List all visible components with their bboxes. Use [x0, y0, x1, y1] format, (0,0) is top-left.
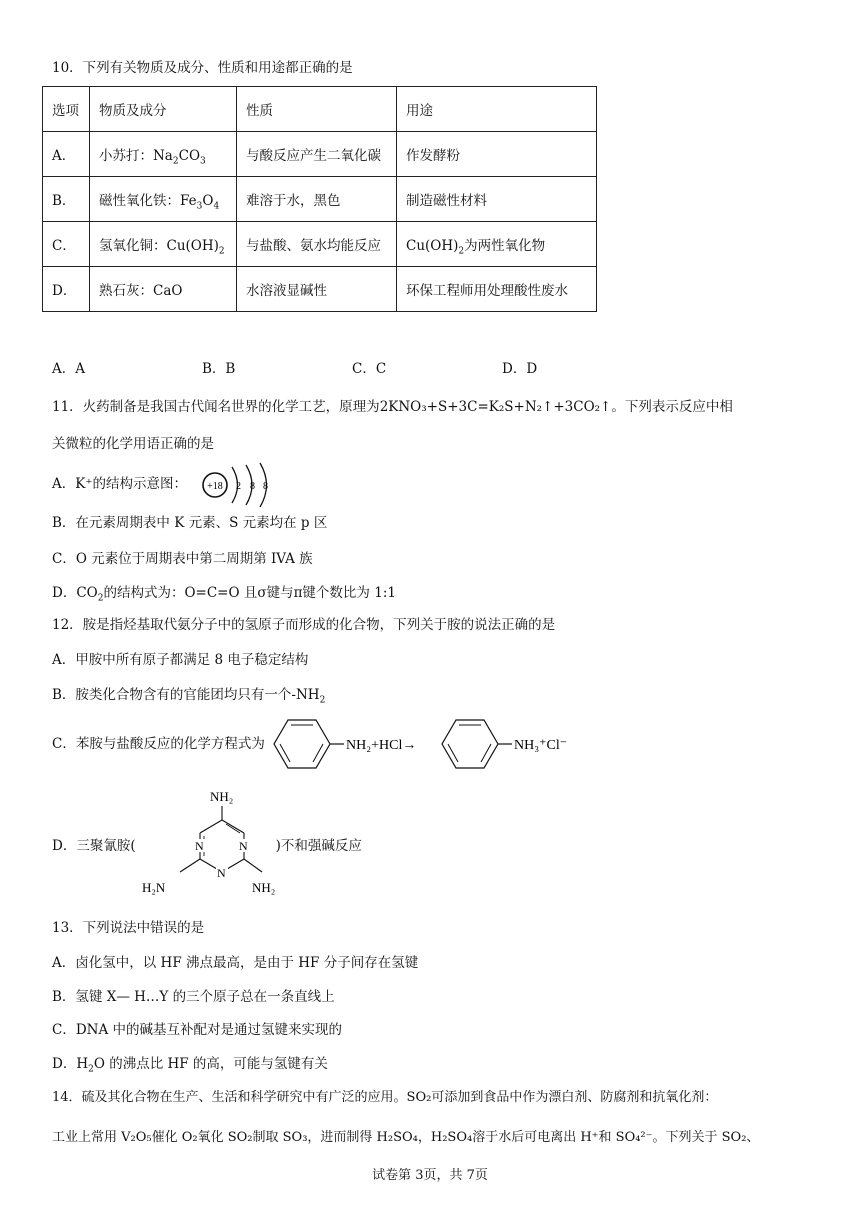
q12-option-c: C．苯胺与盐酸反应的化学方程式为 — [52, 736, 265, 752]
q11-stem: 11．火药制备是我国古代闻名世界的化学工艺，原理为2KNO₃+S+3C=K₂S+N₂↑+3CO₂↑。下列表示反应中相 — [52, 399, 733, 415]
answer-option-d[interactable]: D．D — [502, 361, 538, 377]
use-cell: 制造磁性材料 — [397, 177, 597, 222]
answer-option-c[interactable]: C．C — [352, 361, 387, 377]
nh2-label: NH₂ — [210, 789, 234, 804]
q10-stem: 10．下列有关物质及成分、性质和用途都正确的是 — [52, 60, 353, 76]
table-row — [43, 222, 597, 267]
answer-option-b[interactable]: B．B — [202, 361, 236, 377]
substance-cell: 氢氧化铜：$Cu(OH)_2$ — [90, 222, 237, 267]
substance-cell: 小苏打：$Na_2CO_3$ — [90, 132, 237, 177]
option-cell: A． — [43, 132, 90, 177]
ring-n-label: N — [195, 839, 204, 853]
shell-label: 2 — [236, 481, 241, 492]
q14-line-2: 工业上常用 V₂O₅催化 O₂氧化 SO₂制取 SO₃，进而制得 H₂SO₄，H₂SO₄溶于水后可电离出 H⁺和 SO₄²⁻。下列关于 SO₂、 — [52, 1130, 760, 1145]
header-cell: 选项 — [43, 87, 90, 132]
h2n-label: H₂N — [142, 880, 166, 895]
q14-line-1: 14．硫及其化合物在生产、生活和科学研究中有广泛的应用。SO₂可添加到食品中作为漂白剂、防腐剂和抗氧化剂： — [52, 1090, 718, 1105]
q10-table — [42, 86, 597, 312]
property-cell: 与酸反应产生二氧化碳 — [237, 132, 397, 177]
eq-left-text: NH₂+HCl→ — [346, 738, 417, 753]
nh2-label: NH₂ — [252, 880, 276, 895]
option-cell: C． — [43, 222, 90, 267]
option-cell: D． — [43, 267, 90, 312]
page-footer: 试卷第 3页，共 7页 — [372, 1168, 488, 1183]
table-header-row — [43, 87, 597, 132]
answer-option-a[interactable]: A．A — [52, 361, 85, 377]
nucleus-label: +18 — [207, 481, 223, 492]
q13-stem: 13．下列说法中错误的是 — [52, 920, 205, 936]
table-row — [43, 267, 597, 312]
melamine-structure — [140, 784, 290, 904]
shell-label: 8 — [263, 481, 268, 492]
q12-option-b: B．胺类化合物含有的官能团均只有一个$-NH_2$ — [52, 687, 326, 706]
q11-option-d: D．$CO_2$的结构式为：O=C=O 且σ键与π键个数比为 1:1 — [52, 585, 396, 604]
substance-cell: 熟石灰：CaO — [90, 267, 237, 312]
header-cell: 物质及成分 — [90, 87, 237, 132]
aniline-reaction-equation — [260, 716, 590, 772]
property-cell: 水溶液显碱性 — [237, 267, 397, 312]
benzene-ring-icon — [442, 720, 498, 768]
q13-option-a: A．卤化氢中，以 HF 沸点最高，是由于 HF 分子间存在氢键 — [52, 955, 419, 971]
eq-right-text: NH₃⁺Cl⁻ — [514, 738, 568, 753]
q13-option-d: D．$H_2O$ 的沸点比 HF 的高，可能与氢键有关 — [52, 1056, 328, 1075]
property-cell: 难溶于水，黑色 — [237, 177, 397, 222]
q11-option-c: C．O 元素位于周期表中第二周期第 IVA 族 — [52, 551, 313, 567]
ring-n-label: N — [217, 866, 226, 880]
table-row — [43, 132, 597, 177]
use-cell: 作发酵粉 — [397, 132, 597, 177]
q12-option-d: D．三聚氰胺( )不和强碱反应 — [52, 838, 362, 854]
header-cell: 性质 — [237, 87, 397, 132]
benzene-ring-icon — [274, 720, 330, 768]
k-ion-structure-diagram — [200, 462, 272, 508]
q11-option-a: A．K⁺的结构示意图： — [52, 476, 187, 492]
q11-stem-cont: 关微粒的化学用语正确的是 — [52, 436, 214, 452]
use-cell: $Cu(OH)_2$为两性氧化物 — [397, 222, 597, 267]
substance-cell: 磁性氧化铁：$Fe_3O_4$ — [90, 177, 237, 222]
q12-option-a: A．甲胺中所有原子都满足 8 电子稳定结构 — [52, 652, 309, 668]
use-cell: 环保工程师用处理酸性废水 — [397, 267, 597, 312]
q12-stem: 12．胺是指烃基取代氨分子中的氢原子而形成的化合物，下列关于胺的说法正确的是 — [52, 617, 556, 633]
q11-equation: 2KNO₃+S+3C=K₂S+N₂↑+3CO₂↑ — [379, 399, 612, 415]
header-cell: 用途 — [397, 87, 597, 132]
ring-n-label: N — [239, 839, 248, 853]
property-cell: 与盐酸、氨水均能反应 — [237, 222, 397, 267]
q13-option-c: C．DNA 中的碱基互补配对是通过氢键来实现的 — [52, 1022, 343, 1038]
option-cell: B． — [43, 177, 90, 222]
q13-option-b: B．氢键 X— H…Y 的三个原子总在一条直线上 — [52, 989, 335, 1005]
q11-option-b: B．在元素周期表中 K 元素、S 元素均在 p 区 — [52, 515, 328, 531]
shell-label: 8 — [250, 481, 255, 492]
table-row — [43, 177, 597, 222]
